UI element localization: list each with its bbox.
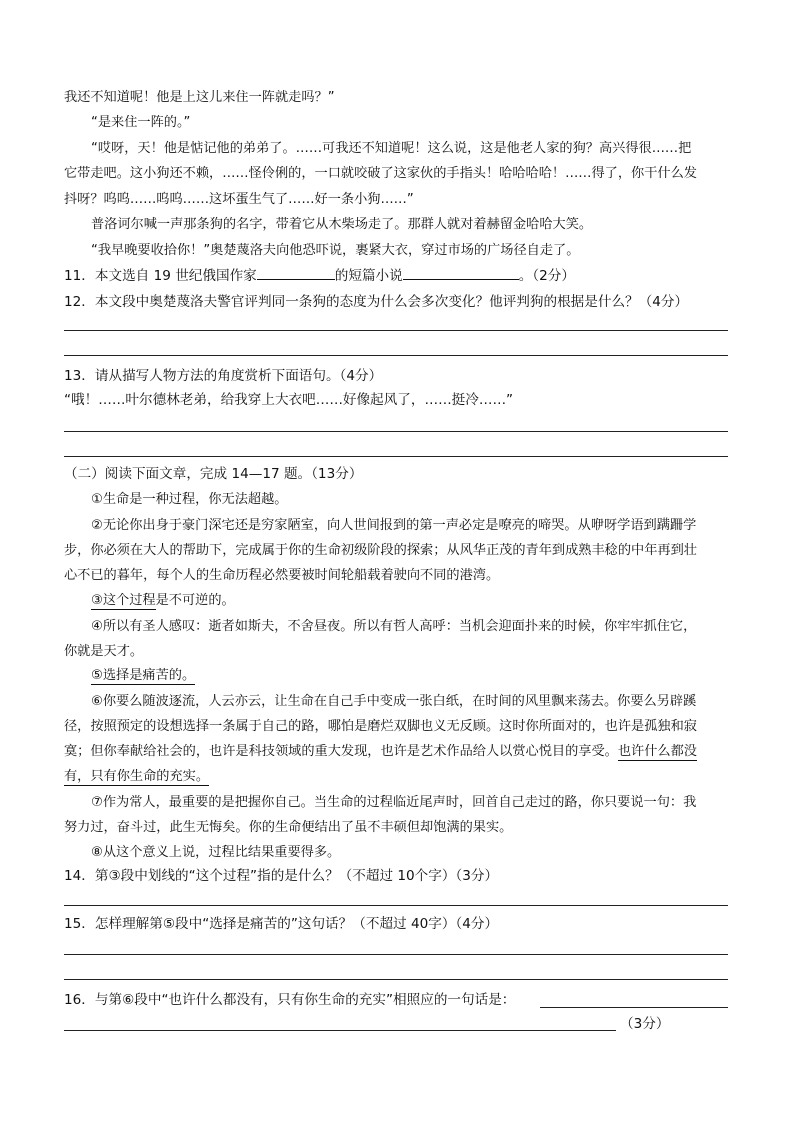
story-line-2: “是来住一阵的。” <box>91 115 191 130</box>
question-11-text-a: 11．本文选自 19 世纪俄国作家 <box>64 268 257 284</box>
essay-para-3-rest: 是不可逆的。 <box>155 593 235 608</box>
underlined-phrase-fulfilment: 有，只有你生命的充实。 <box>64 769 210 784</box>
underlined-phrase-nothing: 也许什么都没 <box>617 744 697 759</box>
answer-line-13a[interactable] <box>64 431 728 432</box>
story-line-1: 我还不知道呢！他是上这儿来住一阵就走吗？” <box>64 90 335 105</box>
essay-para-1: ①生命是一种过程，你无法超越。 <box>91 492 288 507</box>
essay-para-2-line-1: ②无论你出身于豪门深宅还是穷家陋室，向人世间报到的第一声必定是嘹亮的啼哭。从咿呀学语到蹒跚学 <box>91 518 697 533</box>
question-11-text-c: 。（2分） <box>518 268 575 284</box>
essay-para-2-line-3: 心不已的暮年，每个人的生命历程必然要被时间轮船载着驶向不同的港湾。 <box>64 568 500 583</box>
answer-line-16b[interactable] <box>64 1030 616 1031</box>
essay-para-6-line-3 <box>64 742 697 762</box>
answer-line-15a[interactable] <box>64 954 728 955</box>
question-11 <box>64 265 575 286</box>
essay-para-8: ⑧从这个意义上说，过程比结果重要得多。 <box>91 845 341 860</box>
underlined-phrase-choice: ⑤选择是痛苦的。 <box>91 668 196 683</box>
story-line-5: 抖呀？呜呜……呜呜……这坏蛋生气了……好一条小狗……” <box>64 192 414 207</box>
essay-para-6-line-4 <box>64 767 209 787</box>
question-16: 16．与第⑥段中“也许什么都没有，只有你生命的充实”相照应的一句话是： <box>64 992 516 1008</box>
essay-para-5 <box>91 666 195 686</box>
answer-line-12a[interactable] <box>64 330 728 331</box>
essay-para-4-line-1: ④所以有圣人感叹：逝者如斯夫，不舍昼夜。所以有哲人高呼：当机会迎面扑来的时候，你牢牢抓住它， <box>91 619 697 634</box>
question-13-quote: “哦！……叶尔德林老弟，给我穿上大衣吧……好像起风了，……挺冷……” <box>64 392 514 408</box>
essay-para-6-line-3-text: 寞；但你奉献给社会的，也许是科技领域的重大发现，也许是艺术作品给人以赏心悦目的享受。 <box>64 744 618 759</box>
section-2-heading: （二）阅读下面文章，完成 14—17 题。（13分） <box>64 466 363 482</box>
question-12: 12．本文段中奥楚蔑洛夫警官评判同一条狗的态度为什么会多次变化？他评判狗的根据是什么？（4分） <box>64 294 689 310</box>
question-14: 14．第③段中划线的“这个过程”指的是什么？（不超过 10个字）（3分） <box>64 868 499 884</box>
question-13: 13．请从描写人物方法的角度赏析下面语句。（4分） <box>64 368 383 384</box>
essay-para-4-line-2: 你就是天才。 <box>64 644 144 659</box>
answer-line-16a[interactable] <box>540 1007 728 1008</box>
essay-para-2-line-2: 步，你必须在大人的帮助下，完成属于你的生命初级阶段的探索；从风华正茂的青年到成熟丰稔的中年再到壮 <box>64 543 697 558</box>
answer-line-13b[interactable] <box>64 456 728 457</box>
title-answer-blank[interactable] <box>403 265 519 280</box>
essay-para-7-line-2: 努力过，奋斗过，此生无悔矣。你的生命便结出了虽不丰硕但却饱满的果实。 <box>64 820 513 835</box>
question-15: 15．怎样理解第⑤段中“选择是痛苦的”这句话？（不超过 40字）（4分） <box>64 916 499 932</box>
essay-para-3 <box>91 591 235 611</box>
answer-line-12b[interactable] <box>64 355 728 356</box>
story-line-4: 它带走吧。这小狗还不赖，……怪伶俐的，一口就咬破了这家伙的手指头！哈哈哈哈！……得了，你干什么发 <box>64 166 697 181</box>
question-11-text-b: 的短篇小说 <box>334 268 403 284</box>
essay-para-6-line-2: 径，按照预定的设想选择一条属于自己的路，哪怕是磨烂双脚也义无反顾。这时你所面对的，也许是孤独和寂 <box>64 719 697 734</box>
answer-line-14[interactable] <box>64 905 728 906</box>
author-answer-blank[interactable] <box>257 265 335 280</box>
question-16-score: （3分） <box>620 1016 670 1032</box>
story-line-7: “我早晚要收拾你！”奥楚蔑洛夫向他恐吓说，裹紧大衣，穿过市场的广场径自走了。 <box>91 243 580 258</box>
essay-para-7-line-1: ⑦作为常人，最重要的是把握你自己。当生命的过程临近尾声时，回首自己走过的路，你只要说一句：我 <box>91 795 697 810</box>
essay-para-6-line-1: ⑥你要么随波逐流，人云亦云，让生命在自己手中变成一张白纸，在时间的风里飘来荡去。你要么另辟蹊 <box>91 694 697 709</box>
answer-line-15b[interactable] <box>64 979 728 980</box>
story-line-3: “哎呀，天！他是惦记他的弟弟了。……可我还不知道呢！这么说，这是他老人家的狗？高兴得很……把 <box>91 141 692 156</box>
underlined-phrase-this-process: ③这个过程 <box>91 593 156 608</box>
story-line-6: 普洛诃尔喊一声那条狗的名字，带着它从木柴场走了。那群人就对着赫留金哈哈大笑。 <box>91 217 593 232</box>
